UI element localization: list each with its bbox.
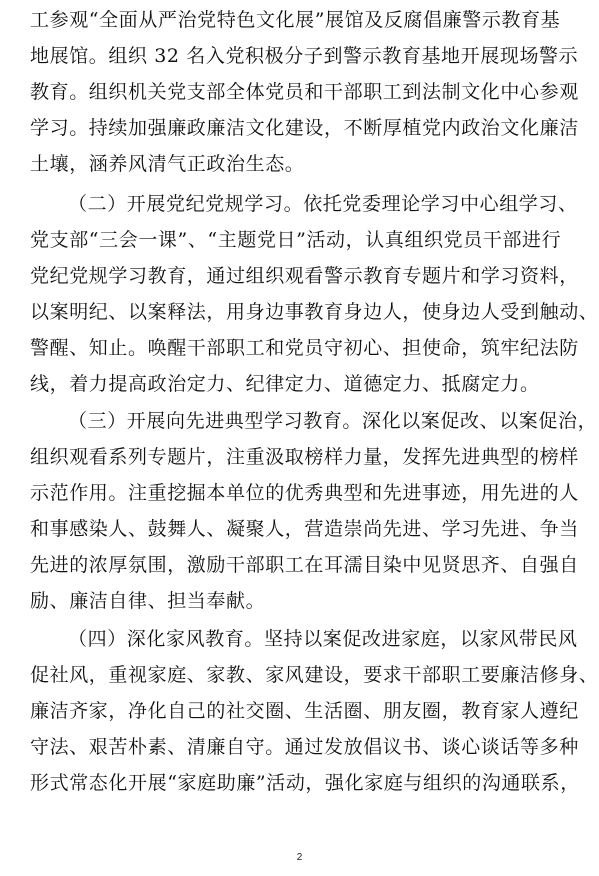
page-number: 2 [296, 852, 303, 863]
text-line: 组织观看系列专题片，注重汲取榜样力量，发挥先进典型的榜样 [30, 446, 579, 468]
text-line: 党支部“三会一课”、“主题党日”活动，认真组织党员干部进行 [30, 229, 562, 251]
text-line: 土壤，涵养风清气正政治生态。 [30, 153, 305, 175]
text-line: 工参观“全面从严治党特色文化展”展馆及反腐倡廉警示教育基 [30, 9, 561, 31]
text-line: 促社风，重视家庭、家教、家风建设，要求干部职工要廉洁修身、 [30, 664, 599, 686]
text-line: 学习。持续加强廉政廉洁文化建设，不断厚植党内政治文化廉洁 [30, 117, 579, 139]
text-line: 守法、艰苦朴素、清廉自守。通过发放倡议书、谈心谈话等多种 [30, 736, 579, 758]
text-line: 教育。组织机关党支部全体党员和干部职工到法制文化中心参观 [30, 81, 579, 103]
text-line: 以案明纪、以案释法，用身边事教育身边人，使身边人受到触动、 [30, 301, 599, 323]
text-line: 廉洁齐家，净化自己的社交圈、生活圈、朋友圈，教育家人遵纪 [30, 700, 579, 722]
text-line: 地展馆。组织 32 名入党积极分子到警示教育基地开展现场警示 [30, 45, 579, 67]
section-heading-line: （三）开展向先进典型学习教育。深化以案促改、以案促治， [68, 410, 598, 432]
section-heading-line: （二）开展党纪党规学习。依托党委理论学习中心组学习、 [68, 193, 578, 215]
text-line: 先进的浓厚氛围，激励干部职工在耳濡目染中见贤思齐、自强自 [30, 554, 579, 576]
text-line: 党纪党规学习教育，通过组织观看警示教育专题片和学习资料， [30, 265, 579, 287]
text-line: 形式常态化开展“家庭助廉”活动，强化家庭与组织的沟通联系， [30, 772, 580, 794]
text-line: 示范作用。注重挖掘本单位的优秀典型和先进事迹，用先进的人 [30, 482, 579, 504]
text-line: 励、廉洁自律、担当奉献。 [30, 590, 266, 612]
text-line: 线，着力提高政治定力、纪律定力、道德定力、抵腐定力。 [30, 373, 540, 395]
text-line: 警醒、知止。唤醒干部职工和党员守初心、担使命，筑牢纪法防 [30, 337, 579, 359]
text-line: 和事感染人、鼓舞人、凝聚人，营造崇尚先进、学习先进、争当 [30, 518, 579, 540]
section-heading-line: （四）深化家风教育。坚持以案促改进家庭，以家风带民风 [68, 628, 578, 650]
